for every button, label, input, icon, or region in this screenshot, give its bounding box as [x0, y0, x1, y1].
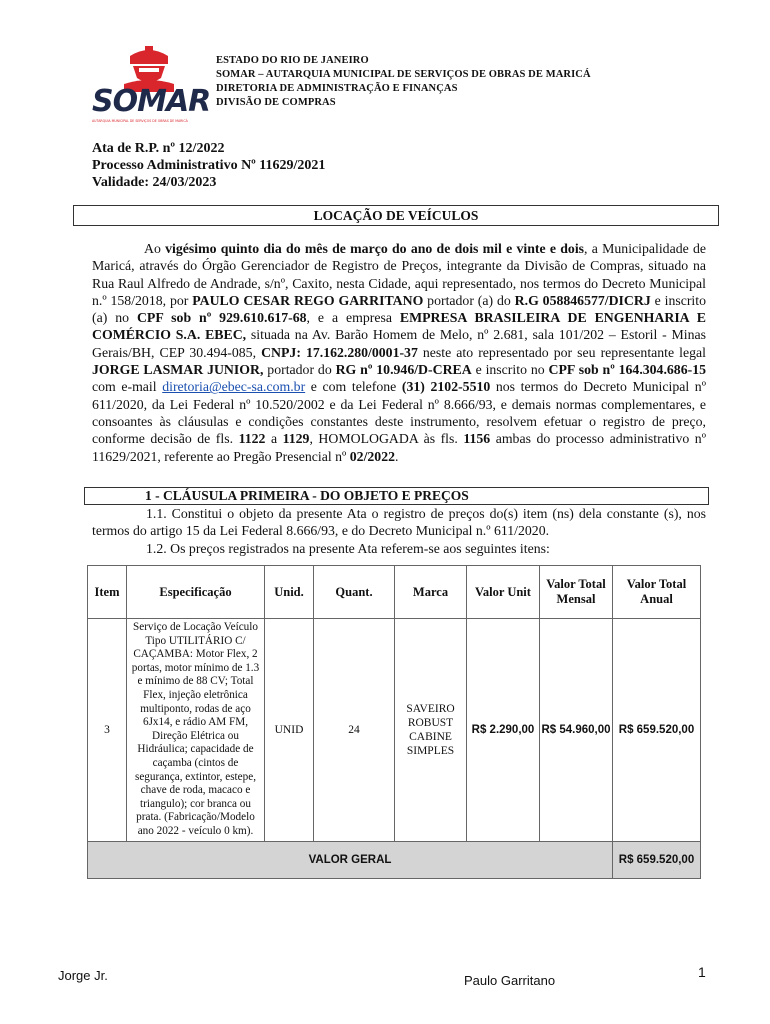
- clause-title: 1 - CLÁUSULA PRIMEIRA - DO OBJETO E PREÇOS: [84, 487, 709, 505]
- col-quant: Quant.: [314, 566, 395, 619]
- header-agency: SOMAR – AUTARQUIA MUNICIPAL DE SERVIÇOS DE OBRAS DE MARICÁ: [216, 69, 591, 80]
- total-label: VALOR GERAL: [88, 841, 613, 878]
- ata-number: Ata de R.P. nº 12/2022: [92, 141, 225, 156]
- total-value: R$ 659.520,00: [613, 841, 701, 878]
- col-valor-mensal: Valor Total Mensal: [540, 566, 613, 619]
- cell-valor-anual: R$ 659.520,00: [613, 619, 701, 842]
- items-table: [87, 565, 701, 879]
- body-paragraph: Ao vigésimo quinto dia do mês de março do ano de dois mil e vinte e dois, a Municipalidade de Maricá, através do Órgão Gerenciador de Registro de Preços, integrante da Divisão de Compras, situado na Rua Raul Alfredo de Andrade, s/nº, Caxito, nesta Cidade, aqui representado, nos termos do Decreto Municipal n.º 158/2018, por PAULO CESAR REGO GARRITANO portador (a) do R.G 058846577/DICRJ e inscrito (a) no CPF sob nº 929.610.617-68, e a empresa EMPRESA BRASILEIRA DE ENGENHARIA E COMÉRCIO S.A. EBEC, situada na Av. Barão Homem de Melo, nº 2.681, sala 101/202 – Estoril - Minas Gerais/BH, CEP 30.494-085, CNPJ: 17.162.280/0001-37 neste ato representado por seu representante legal JORGE LASMAR JUNIOR, portador do RG nº 10.946/D-CREA e inscrito no CPF sob nº 164.304.686-15 com e-mail diretoria@ebec-sa.com.br e com telefone (31) 2102-5510 nos termos do Decreto Municipal nº 611/2020, da Lei Federal nº 10.520/2002 e da Lei Federal nº 8.666/93, e demais normas complementares, e consoantes às cláusulas e condições constantes deste instrumento, resolvem efetuar o registro de preço, conforme decisão de fls. 1122 a 1129, HOMOLOGADA às fls. 1156 ambas do processo administrativo nº 11629/2021, referente ao Pregão Presencial nº 02/2022.: [92, 241, 707, 464]
- signature-left: Jorge Jr.: [58, 968, 108, 983]
- cell-item: 3: [88, 619, 127, 842]
- email-link[interactable]: diretoria@ebec-sa.com.br: [162, 379, 306, 395]
- header-directorate: DIRETORIA DE ADMINISTRAÇÃO E FINANÇAS: [216, 83, 458, 94]
- col-valor-anual: Valor Total Anual: [613, 566, 701, 619]
- total-row: [88, 841, 701, 878]
- table-header-row: [88, 566, 701, 619]
- somar-logo: [90, 44, 211, 128]
- header-division: DIVISÃO DE COMPRAS: [216, 97, 336, 108]
- cell-valor-unit: R$ 2.290,00: [467, 619, 540, 842]
- cell-spec: Serviço de Locação Veículo Tipo UTILITÁRIO C/ CAÇAMBA: Motor Flex, 2 portas, motor mínimo de 1.3 e mínimo de 88 CV; Total Flex, injeção eletrônica multiponto, rodas de aço 6Jx14, e rádio AM FM, Direção Elétrica ou Hidráulica; capacidade de caçamba (cintos de segurança, extintor, estepe, chave de roda, macaco e triangulo); cor branca ou prata. (Fabricação/Modelo ano 2022 - veículo 0 km).: [127, 619, 265, 842]
- header-state: ESTADO DO RIO DE JANEIRO: [216, 55, 369, 66]
- cell-quant: 24: [314, 619, 395, 842]
- cell-marca: SAVEIRO ROBUST CABINE SIMPLES: [395, 619, 467, 842]
- cell-unid: UNID: [265, 619, 314, 842]
- col-valor-unit: Valor Unit: [467, 566, 540, 619]
- col-marca: Marca: [395, 566, 467, 619]
- clause-item-1-1: 1.1. Constitui o objeto da presente Ata o registro de preços do(s) item (ns) dela constante (s), nos termos do artigo 15 da Lei Federal 8.666/93, e do Decreto Municipal n.º 611/2020.: [92, 506, 706, 539]
- table-row: [88, 619, 701, 842]
- logo-wordmark: SOMAR: [92, 84, 211, 119]
- logo-tagline: AUTARQUIA MUNICIPAL DE SERVIÇOS DE OBRAS DE MARICÁ: [92, 119, 188, 123]
- clause-item-1-2: 1.2. Os preços registrados na presente Ata referem-se aos seguintes itens:: [146, 540, 550, 556]
- page-number: 1: [698, 964, 706, 980]
- clause-body: [92, 505, 706, 557]
- signature-right: Paulo Garritano: [464, 973, 556, 988]
- process-number: Processo Administrativo Nº 11629/2021: [92, 158, 326, 173]
- col-unid: Unid.: [265, 566, 314, 619]
- document-title: LOCAÇÃO DE VEÍCULOS: [73, 205, 719, 226]
- col-spec: Especificação: [127, 566, 265, 619]
- validity: Validade: 24/03/2023: [92, 175, 217, 190]
- cell-valor-mensal: R$ 54.960,00: [540, 619, 613, 842]
- col-item: Item: [88, 566, 127, 619]
